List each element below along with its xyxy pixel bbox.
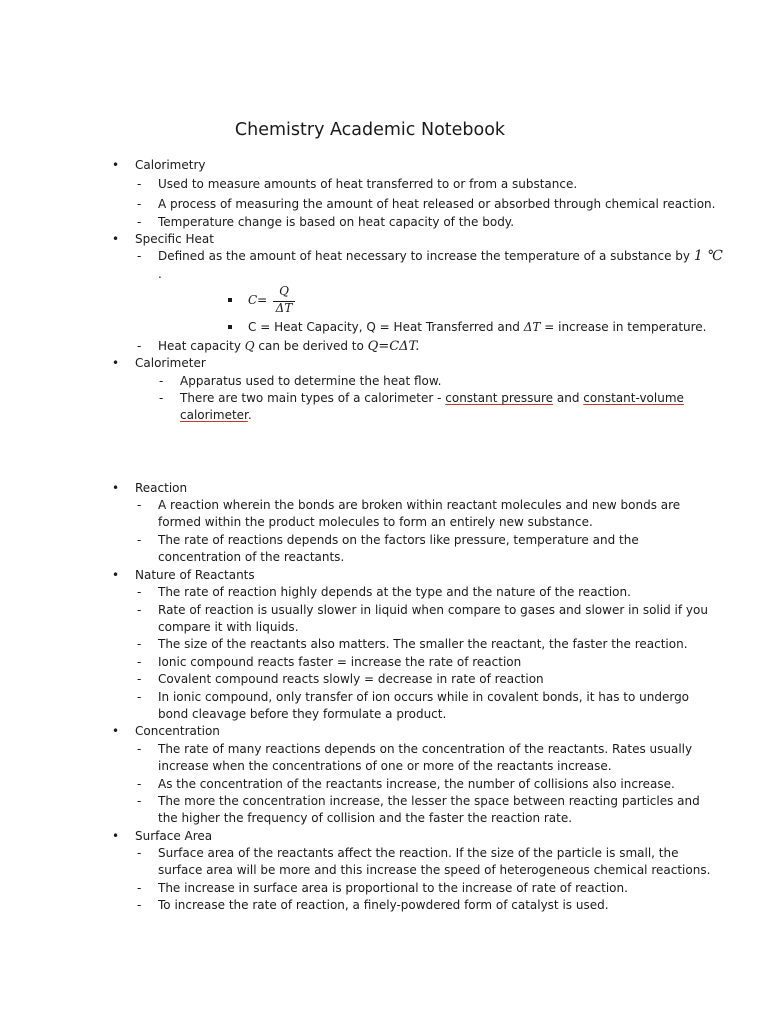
dash-icon: -	[137, 794, 142, 808]
dash-icon: -	[159, 391, 164, 405]
dash-icon: -	[137, 498, 142, 512]
square-bullet-icon	[228, 325, 232, 329]
term-constant-volume: constant-volume	[583, 391, 684, 405]
section-heading-concentration: Concentration	[135, 724, 220, 738]
list-item	[180, 390, 684, 407]
dash-icon: -	[137, 533, 142, 547]
list-item: Temperature change is based on heat capacity of the body.	[158, 215, 515, 229]
derive-q: Q	[244, 339, 255, 353]
list-item: As the concentration of the reactants increase, the number of collisions also increase.	[158, 777, 675, 791]
dash-icon: -	[137, 898, 142, 912]
list-item: The increase in surface area is proportional to the increase of rate of reaction.	[158, 881, 628, 895]
legend-text: C = Heat Capacity, Q = Heat Transferred and	[248, 320, 524, 334]
section-heading-specific-heat: Specific Heat	[135, 232, 214, 246]
fraction-numerator: Q	[279, 284, 289, 298]
equation-lhs: C=	[248, 293, 268, 307]
dash-icon: -	[137, 690, 142, 704]
bullet-icon: •	[112, 829, 120, 843]
section-heading-calorimetry: Calorimetry	[135, 158, 206, 172]
definition-period: .	[158, 267, 162, 281]
term-calorimeter: calorimeter	[180, 408, 248, 422]
period-text: .	[247, 408, 252, 422]
bullet-icon: •	[112, 158, 120, 172]
list-item: Ionic compound reacts faster = increase the rate of reaction	[158, 655, 522, 669]
legend-text-end: = increase in temperature.	[540, 320, 707, 334]
list-item: Covalent compound reacts slowly = decrease in rate of reaction	[158, 672, 544, 686]
dash-icon: -	[137, 637, 142, 651]
list-item: To increase the rate of reaction, a finely-powdered form of catalyst is used.	[158, 898, 609, 912]
definition-text: Defined as the amount of heat necessary to increase the temperature of a substance by	[158, 249, 694, 263]
derive-text-mid: can be derived to	[254, 339, 368, 353]
section-heading-surface-area: Surface Area	[135, 829, 213, 843]
equation-legend	[248, 319, 707, 336]
list-item-continued: compare it with liquids.	[158, 620, 299, 634]
dash-icon: -	[137, 655, 142, 669]
square-bullet-icon	[228, 298, 232, 302]
list-item	[158, 248, 723, 265]
list-item: Apparatus used to determine the heat flow.	[180, 374, 442, 388]
dash-icon: -	[137, 777, 142, 791]
list-item	[158, 338, 419, 355]
bullet-icon: •	[112, 356, 120, 370]
list-item: The more the concentration increase, the lesser the space between reacting particles and	[158, 794, 700, 808]
bullet-icon: •	[112, 724, 120, 738]
page-title: Chemistry Academic Notebook	[234, 120, 506, 140]
bullet-icon: •	[112, 232, 120, 246]
dash-icon: -	[137, 672, 142, 686]
dash-icon: -	[137, 603, 142, 617]
list-item: Used to measure amounts of heat transferred to or from a substance.	[158, 177, 578, 191]
dash-icon: -	[137, 742, 142, 756]
list-item-continued: bond cleavage before they formulate a product.	[158, 707, 447, 721]
list-item-continued	[180, 407, 252, 424]
legend-math: ΔT	[523, 320, 541, 334]
dash-icon: -	[137, 846, 142, 860]
dash-icon: -	[137, 197, 142, 211]
dash-icon: -	[137, 215, 142, 229]
math-one-degree: 1 ℃	[693, 248, 723, 264]
list-item: Surface area of the reactants affect the reaction. If the size of the particle is small, the	[158, 846, 679, 860]
list-item: The rate of many reactions depends on the concentration of the reactants. Rates usually	[158, 742, 693, 756]
list-item: The rate of reaction highly depends at the type and the nature of the reaction.	[158, 585, 631, 599]
calorimeter-types-text: There are two main types of a calorimeter -	[180, 391, 446, 405]
dash-icon: -	[137, 881, 142, 895]
dash-icon: -	[137, 249, 142, 263]
conjunction-text: and	[553, 391, 584, 405]
dash-icon: -	[137, 177, 142, 191]
list-item: The size of the reactants also matters. The smaller the reactant, the faster the reaction.	[158, 637, 688, 651]
term-constant-pressure: constant pressure	[445, 391, 554, 405]
dash-icon: -	[137, 585, 142, 599]
derive-equation: Q=CΔT.	[367, 339, 420, 354]
fraction-denominator: ΔT	[275, 301, 293, 315]
list-item: Rate of reaction is usually slower in liquid when compare to gases and slower in solid if you	[158, 603, 708, 617]
list-item-continued: increase when the concentrations of one or more of the reactants increase.	[158, 759, 612, 773]
section-heading-reaction: Reaction	[135, 481, 188, 495]
list-item-continued: surface area will be more and this increase the speed of heterogeneous chemical reactions.	[158, 863, 711, 877]
section-heading-nature-of-reactants: Nature of Reactants	[135, 568, 255, 582]
dash-icon: -	[137, 339, 142, 353]
list-item-continued: concentration of the reactants.	[158, 550, 345, 564]
list-item: The rate of reactions depends on the factors like pressure, temperature and the	[158, 533, 639, 547]
section-heading-calorimeter: Calorimeter	[135, 356, 206, 370]
derive-text: Heat capacity	[158, 339, 245, 353]
bullet-icon: •	[112, 568, 120, 582]
equation-fraction	[273, 284, 295, 318]
list-item: A reaction wherein the bonds are broken within reactant molecules and new bonds are	[158, 498, 681, 512]
bullet-icon: •	[112, 481, 120, 495]
dash-icon: -	[159, 374, 164, 388]
list-item: A process of measuring the amount of heat released or absorbed through chemical reaction.	[158, 197, 716, 211]
list-item-continued: the higher the frequency of collision and the faster the reaction rate.	[158, 811, 573, 825]
list-item-continued: formed within the product molecules to form an entirely new substance.	[158, 515, 593, 529]
list-item: In ionic compound, only transfer of ion occurs while in covalent bonds, it has to undergo	[158, 690, 690, 704]
